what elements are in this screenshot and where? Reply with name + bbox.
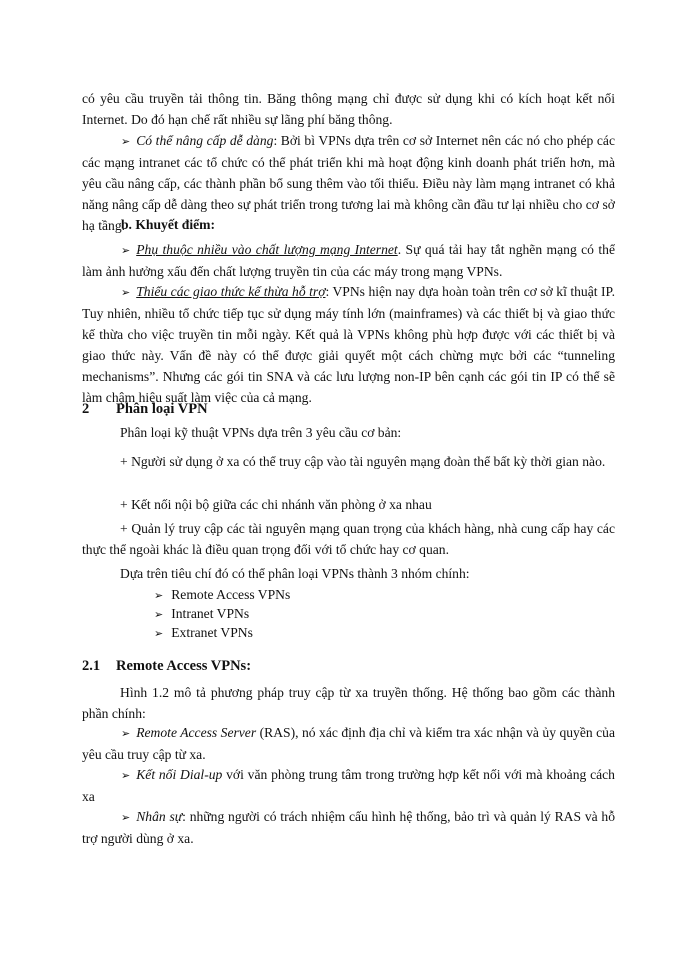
paragraph-ras [82,722,615,765]
term-internet-dependency: Phụ thuộc nhiều vào chất lượng mạng Internet [136,242,398,257]
paragraph-remote-access-intro: Hình 1.2 mô tả phương pháp truy cập từ xa truyền thống. Hệ thống bao gồm các thành phần chính: [82,685,615,721]
list-item: ➢ Intranet VPNs [154,606,250,621]
text-dialup: với văn phòng trung tâm trong trường hợp kết nối với mà khoảng cách xa [82,767,615,804]
section-number: 2.1 [82,658,101,674]
term-dialup: Kết nối Dial-up [136,767,223,782]
paragraph-requirement-1: + Người sử dụng ở xa có thể truy cập vào tài nguyên mạng đoàn thể bất kỳ thời gian nào. [120,454,606,469]
subheading-disadvantages: b. Khuyết điểm: [121,217,216,232]
term-upgradable: Có thể nâng cấp dễ dàng [136,133,274,148]
arrow-bullet-icon: ➢ [121,286,131,299]
paragraph-requirement-3: + Quản lý truy cập các tài nguyên mạng quan trọng của khách hàng, nhà cung cấp hay các thực thể ngoài khác là điều quan trọng đối với tổ chức hay cơ quan. [82,521,615,557]
paragraph-staff [82,806,615,849]
paragraph-internet-dependency [82,239,615,282]
arrow-bullet-icon: ➢ [121,727,131,740]
section-title: Phân loại VPN [116,401,208,417]
paragraph-groups-intro: Dựa trên tiêu chí đó có thể phân loại VPNs thành 3 nhóm chính: [120,566,470,581]
arrow-bullet-icon: ➢ [121,244,131,257]
paragraph-bandwidth: có yêu cầu truyền tải thông tin. Băng thông mạng chỉ được sử dụng khi có kích hoạt kết nối Internet. Do đó hạn chế rất nhiều sự lãng phí băng thông. [82,91,615,127]
section-heading-remote-access [82,656,251,676]
section-number: 2 [82,401,90,417]
text-upgradable: : Bởi bì VPNs dựa trên cơ sở Internet nên các nó cho phép các các mạng intranet các tổ chức có thể phát triển khi mà hoạt động kinh doanh phát triển hơn, mà yêu cầu nâng cấp, các thành phần bổ sung thêm vào tối thiểu. Điều này làm mạng intranet có khả năng nâng cấp dễ dàng theo sự phát triển trong tương lai mà không cần đầu tư lại nhiều cho cơ sở hạ tầng. [82,133,615,233]
arrow-bullet-icon: ➢ [121,135,131,148]
paragraph-classification-intro: Phân loại kỹ thuật VPNs dựa trên 3 yêu cầu cơ bản: [120,425,402,440]
list-item: ➢ Remote Access VPNs [154,587,291,602]
arrow-bullet-icon: ➢ [154,608,164,621]
arrow-bullet-icon: ➢ [154,627,164,640]
paragraph-legacy-protocols [82,281,615,408]
term-legacy-protocols: Thiếu các giao thức kế thừa hỗ trợ [136,284,326,299]
text-internet-dependency: . Sự quá tải hay tắt nghẽn mạng có thể làm ảnh hưởng xấu đến chất lượng truyền tin của các máy trong mạng VPNs. [82,242,616,279]
arrow-bullet-icon: ➢ [121,811,131,824]
text-ras: (RAS), nó xác định địa chỉ và kiểm tra xác nhận và ủy quyền của yêu cầu truy cập từ xa. [82,725,616,762]
paragraph-dialup [82,764,615,807]
arrow-bullet-icon: ➢ [121,769,131,782]
vpn-type-list [154,586,290,643]
text-legacy-protocols: : VPNs hiện nay dựa hoàn toàn trên cơ sở kĩ thuật IP. Tuy nhiên, nhiều tổ chức tiếp tục sử dụng máy tính lớn (mainframes) và các thiết bị và giao thức kế thừa cho việc truyền tin mỗi ngày. Kết quả là VPNs không phù hợp được với các thiết bị và giao thức này. Vấn đề này có thể được giải quyết một cách chừng mực bởi các “tunneling mechanisms”. Nhưng các gói tin SNA và các lưu lượng non-IP bên cạnh các gói tin IP có thể sẽ làm chậm hiệu suất làm việc của cả mạng. [82,284,615,405]
section-title: Remote Access VPNs: [116,658,252,674]
term-staff: Nhân sự [136,809,183,824]
list-item: ➢ Extranet VPNs [154,625,253,640]
text-staff: : những người có trách nhiệm cấu hình hệ thống, bảo trì và quản lý RAS và hỗ trợ người dùng ở xa. [82,809,616,846]
section-heading-vpn-classification [82,399,208,419]
arrow-bullet-icon: ➢ [154,589,164,602]
term-ras: Remote Access Server [136,725,257,740]
paragraph-requirement-2: + Kết nối nội bộ giữa các chi nhánh văn phòng ở xa nhau [120,497,432,512]
